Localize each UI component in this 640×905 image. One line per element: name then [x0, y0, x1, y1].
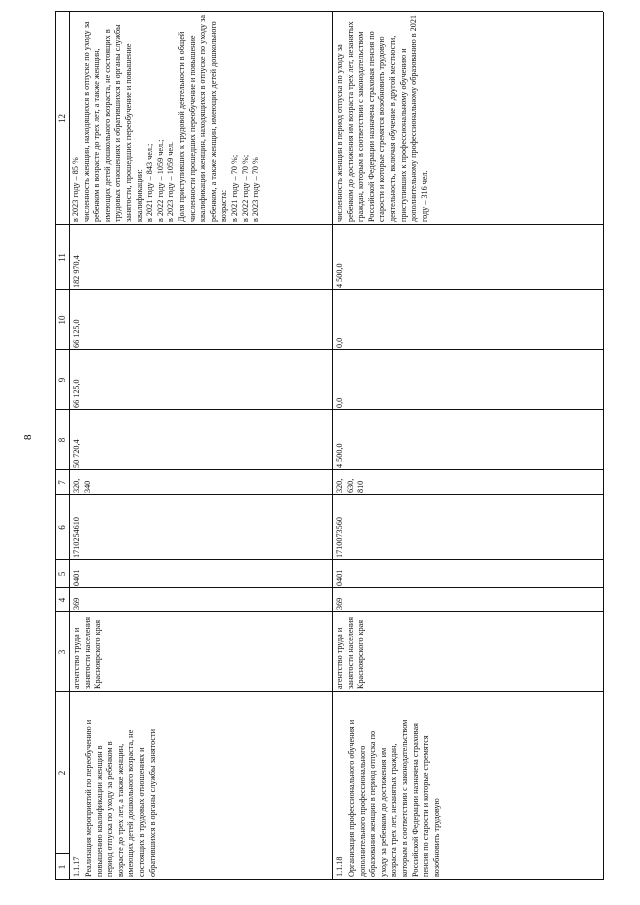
expected-result: в 2023 году – 85 % численность женщин, находящихся в отпуске по уходу за ребенком в возрасте до трех лет, а также женщин, имеющих детей дошкольного возраста, не состоящих в трудовых отношениях и обратившихся в органы службы занятости, прошедших переобучение и повышение квалификации: в 2021 году – 843 чел.; в 2022 году – 1059 чел.; в 2023 году – 1059 чел. Доля приступивших к трудовой деятельности в общей численности прошедших переобучение и повышение квалификации женщин, находящихся в отпуске по уходу за ребенком, а также женщин, имеющих детей дошкольного возраста: в 2021 году – 70 %; в 2022 году – 70 %; в 2023 году – 70 % [71, 14, 261, 222]
grid-line [55, 224, 603, 225]
executor: агентство труда и занятости населения Красноярского края [72, 616, 103, 689]
grid-line [55, 587, 603, 588]
amount-year-1: 50 720,4 [72, 439, 81, 468]
grid-line [55, 289, 603, 290]
header-col-7: 7 [57, 480, 67, 485]
grid-line [332, 12, 333, 880]
header-col-11: 11 [57, 253, 67, 262]
grid-line [55, 559, 603, 560]
grbs-code: 369 [335, 597, 344, 610]
grid-line [55, 691, 603, 692]
grid-line [55, 11, 603, 12]
grid-line [69, 12, 70, 880]
rzpr-code: 0401 [72, 569, 81, 586]
program-table [55, 12, 603, 880]
header-col-9: 9 [57, 377, 67, 383]
grid-line [55, 611, 603, 612]
grid-line [55, 879, 603, 880]
event-name: Организация профессионального обучения и дополнительного профессионального образования женщин в период отпуска по уходу за ребенком до достижения им возраста трех лет, незанятых граждан, которым в соответствии с законодательством Российской Федерации назначена страховая пенсия по старости и которые стремятся возобновить трудовую [347, 719, 441, 877]
grid-line [55, 349, 603, 350]
header-col-3: 3 [57, 649, 67, 655]
header-col-12: 12 [57, 114, 67, 123]
amount-year-2: 66 125,0 [72, 379, 81, 408]
executor: агентство труда и занятости населения Красноярского края [335, 616, 366, 689]
amount-year-3: 0,0 [335, 337, 344, 348]
header-col-1: 1 [57, 864, 67, 870]
amount-year-3: 66 125,0 [72, 319, 81, 348]
grid-line [55, 494, 603, 495]
header-col-2: 2 [57, 770, 67, 776]
row-number: 1.1.18 [335, 856, 344, 877]
rzpr-code: 0401 [335, 569, 344, 586]
header-col-4: 4 [57, 597, 67, 603]
amount-total: 182 970,4 [72, 255, 81, 288]
event-name: Реализация мероприятий по переобучению и повышению квалификации женщин в период отпуска по уходу за ребенком в возрасте до трех лет, а также женщин, имеющих детей дошкольного возраста, не состоящих в трудовых отношениях и обратившихся в органы службы занятости [84, 719, 157, 877]
vr-code: 320, 630, 810 [335, 478, 366, 493]
header-col-5: 5 [57, 571, 67, 577]
amount-year-2: 0,0 [335, 397, 344, 408]
row-number: 1.1.17 [72, 856, 81, 877]
csr-code: 1710073560 [335, 517, 344, 558]
expected-result: численность женщин в период отпуска по уходу за ребенком до достижения им возраста трех лет, незанятых граждан, которым в соответствии с законодательством Российской Федерации назначена страховая пенсия по старости и которые стремятся возобновить трудовую деятельность, включая обучение в другой местности, приступивших к профессиональному обучению и дополнительному профессиональному образованию в 2021 году – 316 чел. [335, 14, 429, 222]
csr-code: 1710254610 [72, 517, 81, 558]
amount-total: 4 500,0 [335, 263, 344, 288]
grbs-code: 369 [72, 597, 81, 610]
header-col-8: 8 [57, 437, 67, 443]
header-col-6: 6 [57, 525, 67, 530]
page-number: 8 [22, 434, 34, 440]
vr-code: 320, 340 [72, 478, 92, 493]
grid-line [55, 409, 603, 410]
grid-line [55, 469, 603, 470]
header-col-10: 10 [57, 315, 67, 325]
grid-line [603, 12, 604, 880]
amount-year-1: 4 500,0 [335, 443, 344, 468]
